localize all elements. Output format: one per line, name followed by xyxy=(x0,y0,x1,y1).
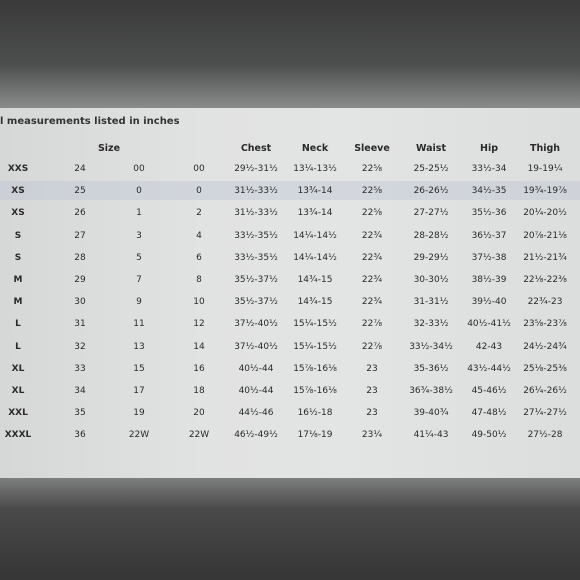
cell-thigh: 27½-28 xyxy=(527,430,563,440)
header-hip: Hip xyxy=(479,143,499,154)
cell-numeric-size: 25 xyxy=(74,186,86,196)
cell-hip: 42-43 xyxy=(475,342,503,352)
cell-letter-size: S xyxy=(14,253,22,263)
cell-us-size-a: 17 xyxy=(133,386,145,396)
cell-us-size-a: 19 xyxy=(133,408,145,418)
cell-thigh: 22⅛-22⅜ xyxy=(523,275,567,285)
cell-hip: 33½-34 xyxy=(471,164,507,174)
cell-letter-size: XXL xyxy=(8,408,28,418)
cell-us-size-a: 15 xyxy=(133,364,145,374)
cell-numeric-size: 26 xyxy=(74,208,86,218)
cell-sleeve: 22⅝ xyxy=(361,164,383,174)
cell-numeric-size: 31 xyxy=(74,319,86,329)
cell-us-size-a: 13 xyxy=(133,342,145,352)
cell-chest: 33½-35½ xyxy=(234,253,278,263)
cell-hip: 39½-40 xyxy=(471,297,507,307)
header-neck: Neck xyxy=(301,143,329,154)
cell-us-size-b: 6 xyxy=(196,253,202,263)
cell-neck: 13¾-14 xyxy=(297,186,333,196)
cell-numeric-size: 34 xyxy=(74,386,86,396)
cell-sleeve: 22⅝ xyxy=(361,186,383,196)
cell-neck: 15¼-15½ xyxy=(293,342,337,352)
cell-waist: 32-33½ xyxy=(413,319,449,329)
cell-letter-size: XL xyxy=(11,386,25,396)
cell-us-size-a: 00 xyxy=(133,164,145,174)
cell-neck: 17⅛-19 xyxy=(297,430,333,440)
cell-hip: 43½-44½ xyxy=(467,364,511,374)
cell-waist: 26-26½ xyxy=(413,186,449,196)
cell-hip: 49-50½ xyxy=(471,430,507,440)
cell-thigh: 24½-24¾ xyxy=(523,342,567,352)
cell-neck: 14¾-15 xyxy=(297,297,333,307)
cell-neck: 15⅞-16⅛ xyxy=(293,364,337,374)
cell-letter-size: L xyxy=(15,342,21,352)
cell-sleeve: 23 xyxy=(366,364,378,374)
cell-thigh: 25⅛-25⅜ xyxy=(523,364,567,374)
cell-us-size-b: 8 xyxy=(196,275,202,285)
cell-sleeve: 22¾ xyxy=(361,275,383,285)
cell-thigh: 27¼-27½ xyxy=(523,408,567,418)
cell-neck: 14¾-15 xyxy=(297,275,333,285)
cell-numeric-size: 27 xyxy=(74,231,86,241)
cell-chest: 31½-33½ xyxy=(234,186,278,196)
background-bottom xyxy=(0,478,580,580)
cell-us-size-a: 0 xyxy=(136,186,142,196)
cell-numeric-size: 36 xyxy=(74,430,86,440)
chart-heading: l measurements listed in inches xyxy=(0,116,180,127)
header-waist: Waist xyxy=(415,143,447,154)
cell-neck: 16½-18 xyxy=(297,408,333,418)
cell-chest: 29½-31½ xyxy=(234,164,278,174)
cell-letter-size: XXS xyxy=(7,164,29,174)
cell-sleeve: 22¾ xyxy=(361,297,383,307)
cell-letter-size: XXXL xyxy=(4,430,32,440)
cell-us-size-a: 1 xyxy=(136,208,142,218)
cell-hip: 34½-35 xyxy=(471,186,507,196)
cell-neck: 15¼-15½ xyxy=(293,319,337,329)
cell-letter-size: L xyxy=(15,319,21,329)
cell-thigh: 23⅝-23⅞ xyxy=(523,319,567,329)
cell-hip: 35½-36 xyxy=(471,208,507,218)
cell-sleeve: 22⅞ xyxy=(361,342,383,352)
cell-thigh: 19¾-19⅞ xyxy=(523,186,567,196)
cell-neck: 15⅞-16⅛ xyxy=(293,386,337,396)
cell-sleeve: 23 xyxy=(366,386,378,396)
cell-letter-size: M xyxy=(13,275,23,285)
cell-chest: 44½-46 xyxy=(238,408,274,418)
cell-numeric-size: 30 xyxy=(74,297,86,307)
cell-hip: 37½-38 xyxy=(471,253,507,263)
cell-waist: 39-40¾ xyxy=(413,408,449,418)
cell-chest: 37½-40½ xyxy=(234,342,278,352)
cell-thigh: 20¼-20½ xyxy=(523,208,567,218)
cell-sleeve: 22¾ xyxy=(361,231,383,241)
cell-hip: 47-48½ xyxy=(471,408,507,418)
cell-hip: 36½-37 xyxy=(471,231,507,241)
cell-waist: 28-28½ xyxy=(413,231,449,241)
cell-waist: 25-25½ xyxy=(413,164,449,174)
cell-neck: 14¼-14½ xyxy=(293,253,337,263)
background-top xyxy=(0,0,580,108)
cell-letter-size: XS xyxy=(11,208,25,218)
cell-numeric-size: 29 xyxy=(74,275,86,285)
cell-us-size-a: 22W xyxy=(128,430,150,440)
cell-us-size-b: 10 xyxy=(193,297,205,307)
cell-us-size-a: 3 xyxy=(136,231,142,241)
cell-us-size-a: 11 xyxy=(133,319,145,329)
cell-chest: 35½-37½ xyxy=(234,297,278,307)
cell-hip: 38½-39 xyxy=(471,275,507,285)
cell-us-size-b: 22W xyxy=(188,430,210,440)
cell-letter-size: XS xyxy=(11,186,25,196)
cell-us-size-b: 18 xyxy=(193,386,205,396)
cell-thigh: 20⅞-21⅛ xyxy=(523,231,567,241)
header-thigh: Thigh xyxy=(529,143,561,154)
cell-numeric-size: 32 xyxy=(74,342,86,352)
cell-waist: 41¼-43 xyxy=(413,430,449,440)
cell-chest: 33½-35½ xyxy=(234,231,278,241)
cell-numeric-size: 28 xyxy=(74,253,86,263)
cell-letter-size: S xyxy=(14,231,22,241)
cell-waist: 31-31½ xyxy=(413,297,449,307)
cell-chest: 35½-37½ xyxy=(234,275,278,285)
cell-chest: 40½-44 xyxy=(238,364,274,374)
cell-chest: 46½-49½ xyxy=(234,430,278,440)
cell-us-size-b: 2 xyxy=(196,208,202,218)
cell-sleeve: 23 xyxy=(366,408,378,418)
cell-thigh: 22¾-23 xyxy=(527,297,563,307)
header-sleeve: Sleeve xyxy=(354,143,390,154)
cell-letter-size: XL xyxy=(11,364,25,374)
cell-us-size-b: 20 xyxy=(193,408,205,418)
cell-hip: 45-46½ xyxy=(471,386,507,396)
cell-waist: 30-30½ xyxy=(413,275,449,285)
cell-sleeve: 22⅞ xyxy=(361,319,383,329)
cell-sleeve: 22⅝ xyxy=(361,208,383,218)
cell-letter-size: M xyxy=(13,297,23,307)
cell-us-size-a: 9 xyxy=(136,297,142,307)
cell-waist: 27-27½ xyxy=(413,208,449,218)
cell-waist: 29-29½ xyxy=(413,253,449,263)
cell-us-size-b: 16 xyxy=(193,364,205,374)
cell-neck: 13¾-14 xyxy=(297,208,333,218)
cell-waist: 33½-34½ xyxy=(409,342,453,352)
cell-us-size-b: 00 xyxy=(193,164,205,174)
cell-us-size-b: 14 xyxy=(193,342,205,352)
cell-numeric-size: 24 xyxy=(74,164,86,174)
cell-chest: 31½-33½ xyxy=(234,208,278,218)
cell-neck: 14¼-14½ xyxy=(293,231,337,241)
header-chest: Chest xyxy=(240,143,272,154)
cell-neck: 13¼-13½ xyxy=(293,164,337,174)
header-size: Size xyxy=(97,143,121,154)
cell-waist: 35-36½ xyxy=(413,364,449,374)
cell-chest: 37½-40½ xyxy=(234,319,278,329)
cell-hip: 40½-41½ xyxy=(467,319,511,329)
cell-sleeve: 22¾ xyxy=(361,253,383,263)
cell-us-size-b: 0 xyxy=(196,186,202,196)
cell-us-size-a: 7 xyxy=(136,275,142,285)
cell-us-size-b: 4 xyxy=(196,231,202,241)
cell-thigh: 26¼-26½ xyxy=(523,386,567,396)
cell-numeric-size: 33 xyxy=(74,364,86,374)
cell-thigh: 21½-21¾ xyxy=(523,253,567,263)
cell-chest: 40½-44 xyxy=(238,386,274,396)
cell-thigh: 19-19¼ xyxy=(527,164,563,174)
cell-sleeve: 23¼ xyxy=(361,430,383,440)
cell-numeric-size: 35 xyxy=(74,408,86,418)
cell-us-size-a: 5 xyxy=(136,253,142,263)
cell-us-size-b: 12 xyxy=(193,319,205,329)
cell-waist: 36¾-38½ xyxy=(409,386,453,396)
